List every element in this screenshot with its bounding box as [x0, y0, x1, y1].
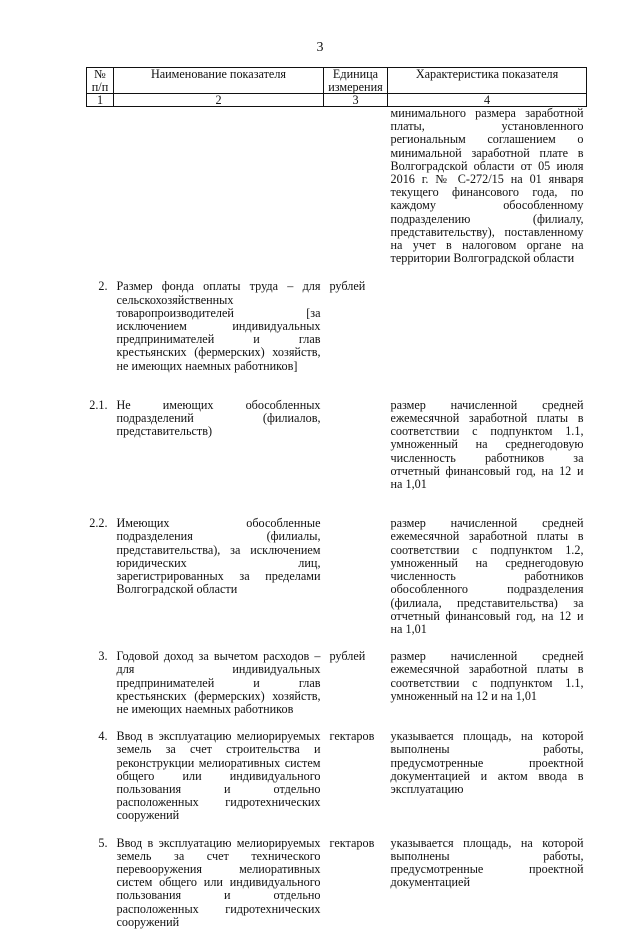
- unit: рублей: [329, 649, 366, 664]
- page-number: 3: [316, 40, 324, 55]
- indicator-name: Годовой доход за вычетом расходов – для индивидуальных предпринимателей и глав крестьянских (фермерских) хозяйств, не имеющих наемных работников: [116, 649, 321, 716]
- row-number: 3.: [98, 649, 108, 664]
- table-row: [87, 837, 587, 929]
- table-row: [87, 280, 587, 372]
- header-unit: Единица измерения: [324, 68, 388, 94]
- table-body: [87, 107, 587, 929]
- column-number: 4: [388, 94, 587, 107]
- characteristic: указывается площадь, на которой выполнены работы, предусмотренные проектной документацией: [390, 835, 584, 890]
- table-header: [87, 68, 587, 107]
- indicators-table: [86, 67, 587, 929]
- row-number: 5.: [98, 835, 108, 850]
- table-row: [87, 650, 587, 716]
- indicator-name: Имеющих обособленные подразделения (филиалы, представительства), за исключением юридических лиц, зарегистрированных за пределами Волгоградской области: [116, 516, 321, 597]
- column-number: 1: [87, 94, 114, 107]
- indicator-name: [114, 107, 324, 266]
- unit: [324, 399, 388, 491]
- header-indicator-name: Наименование показателя: [114, 68, 324, 94]
- unit: рублей: [329, 279, 366, 294]
- row-number: [87, 107, 114, 266]
- unit: [324, 517, 388, 636]
- characteristic: размер начисленной средней ежемесячной заработной платы в соответствии с подпунктом 1.2, умноженный на среднегодовую численность работников обособленного подразделения (филиала, представительства) за отчетный финансовый год, на 12 и на 1,01: [390, 516, 584, 636]
- row-number: 2.1.: [89, 397, 108, 412]
- characteristic: [388, 280, 587, 372]
- indicator-name: Ввод в эксплуатацию мелиорируемых земель за счет технического перевооружения мелиоративных систем общего или индивидуального пользования и отдельно расположенных гидротехнических сооружений: [116, 835, 321, 929]
- header-characteristic: Характеристика показателя: [388, 68, 587, 94]
- column-number: 3: [324, 94, 388, 107]
- row-number: 2.: [98, 279, 108, 294]
- characteristic: указывается площадь, на которой выполнены работы, предусмотренные проектной документацией и актом ввода в эксплуатацию: [390, 729, 584, 796]
- column-numbers-row: [87, 94, 587, 107]
- indicator-name: Размер фонда оплаты труда – для сельскохозяйственных товаропроизводителей [за исключением индивидуальных предпринимателей и глав крестьянских (фермерских) хозяйств, не имеющих наемных работников]: [116, 279, 321, 373]
- table-row: [87, 107, 587, 266]
- unit: [324, 107, 388, 266]
- table-row: [87, 517, 587, 636]
- header-number: № п/п: [87, 68, 114, 94]
- row-number: 4.: [98, 729, 108, 744]
- characteristic: размер начисленной средней ежемесячной заработной платы в соответствии с подпунктом 1.1, умноженный на 12 и на 1,01: [390, 649, 584, 703]
- characteristic: минимального размера заработной платы, установленного региональным соглашением о минимальной заработной плате в Волгоградской области от 05 июля 2016 г. № С-272/15 на 01 января текущего финансового года, по каждому обособленному подразделению (филиалу, представительству), поставленному на учет в налоговом органе на территории Волгоградской области: [390, 106, 584, 266]
- unit: гектаров: [329, 729, 375, 744]
- unit: гектаров: [329, 835, 375, 850]
- table-row: [87, 730, 587, 822]
- indicator-name: Ввод в эксплуатацию мелиорируемых земель за счет строительства и реконструкции мелиоративных систем общего или индивидуального пользования и отдельно расположенных гидротехнических сооружений: [116, 729, 321, 823]
- table-row: [87, 399, 587, 491]
- characteristic: размер начисленной средней ежемесячной заработной платы в соответствии с подпунктом 1.1, умноженный на среднегодовую численность работников за отчетный финансовый год, на 12 и на 1,01: [390, 397, 584, 492]
- table-row: [87, 265, 587, 280]
- indicator-name: Не имеющих обособленных подразделений (филиалов, представительств): [116, 397, 321, 439]
- column-number: 2: [114, 94, 324, 107]
- header-row: [87, 68, 587, 94]
- row-number: 2.2.: [89, 516, 108, 531]
